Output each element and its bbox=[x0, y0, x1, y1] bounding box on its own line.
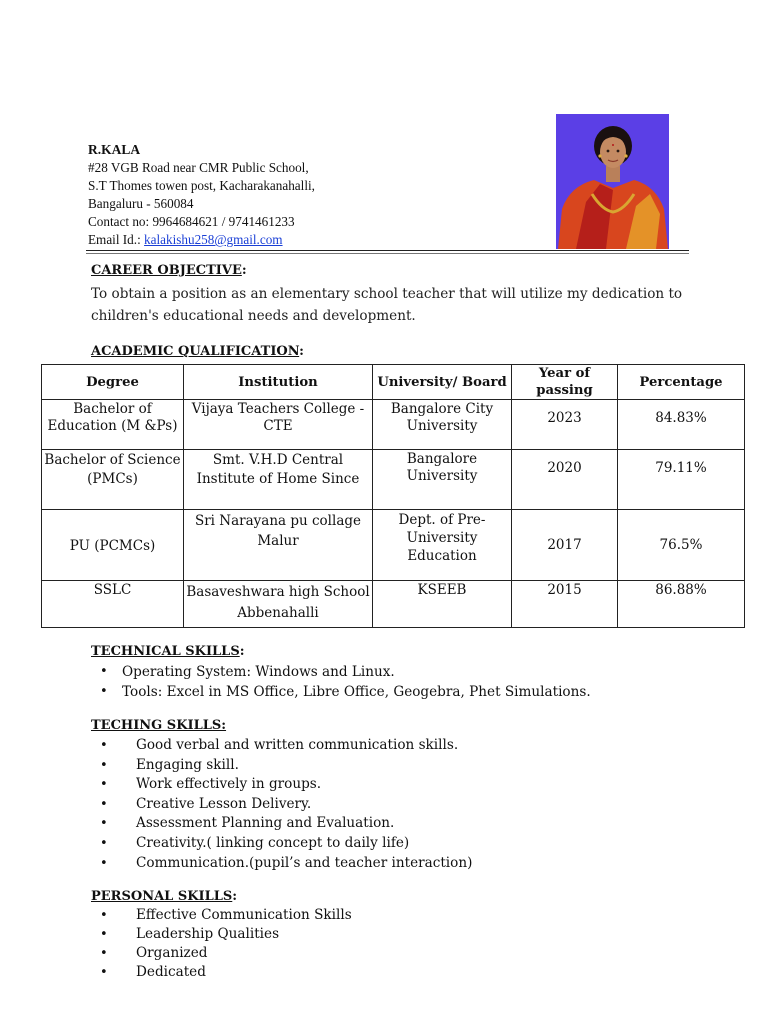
email-label: Email Id.: bbox=[88, 232, 145, 247]
column-header: Year of passing bbox=[512, 365, 618, 400]
header-divider bbox=[86, 250, 689, 251]
institution-cell: Vijaya Teachers College - CTE bbox=[184, 400, 373, 450]
board-cell: KSEEB bbox=[373, 581, 512, 628]
list-item: • Leadership Qualities bbox=[100, 925, 352, 944]
career-objective-text: To obtain a position as an elementary school teacher that will utilize my dedication to children's educational needs and development. bbox=[91, 286, 683, 324]
table-header-row bbox=[42, 365, 745, 400]
address-line: Bangaluru - 560084 bbox=[88, 196, 194, 211]
list-item: • Tools: Excel in MS Office, Libre Office, Geogebra, Phet Simulations. bbox=[100, 682, 591, 702]
percentage-cell: 86.88% bbox=[618, 581, 745, 628]
list-item: • Good verbal and written communication skills. bbox=[100, 736, 472, 756]
portrait-illustration bbox=[556, 114, 669, 249]
column-header: University/ Board bbox=[373, 365, 512, 400]
list-item: • Creative Lesson Delivery. bbox=[100, 795, 472, 815]
institution-cell: Basaveshwara high School Abbenahalli bbox=[184, 581, 373, 628]
table-row bbox=[42, 581, 745, 628]
percentage-cell: 79.11% bbox=[618, 450, 745, 510]
profile-photo bbox=[556, 114, 669, 249]
teaching-skills-list bbox=[100, 736, 472, 873]
address-line: S.T Thomes towen post, Kacharakanahalli, bbox=[88, 178, 315, 193]
email-row bbox=[88, 231, 315, 249]
year-cell: 2015 bbox=[512, 581, 618, 628]
table-row bbox=[42, 510, 745, 581]
academic-heading: ACADEMIC QUALIFICATION: bbox=[91, 344, 304, 359]
board-cell: Bangalore City University bbox=[373, 400, 512, 450]
technical-skills-heading: TECHNICAL SKILLS: bbox=[91, 644, 245, 659]
academic-table bbox=[41, 364, 745, 628]
list-item: • Creativity.( linking concept to daily life) bbox=[100, 834, 472, 854]
year-cell: 2017 bbox=[512, 510, 618, 581]
institution-cell: Smt. V.H.D Central Institute of Home Since bbox=[184, 450, 373, 510]
institution-cell: Sri Narayana pu collage Malur bbox=[184, 510, 373, 581]
year-cell: 2023 bbox=[512, 400, 618, 450]
personal-skills-heading: PERSONAL SKILLS: bbox=[91, 889, 238, 904]
list-item: • Assessment Planning and Evaluation. bbox=[100, 814, 472, 834]
teaching-skills-heading: TECHING SKILLS: bbox=[91, 718, 227, 733]
board-cell: Bangalore University bbox=[373, 450, 512, 510]
list-item: • Effective Communication Skills bbox=[100, 906, 352, 925]
list-item: • Operating System: Windows and Linux. bbox=[100, 662, 591, 682]
table-row bbox=[42, 450, 745, 510]
degree-cell: SSLC bbox=[42, 581, 184, 628]
header-divider-thin bbox=[86, 253, 689, 254]
list-item: • Communication.(pupil’s and teacher interaction) bbox=[100, 854, 472, 874]
career-objective-heading: CAREER OBJECTIVE: bbox=[91, 263, 247, 278]
table-row bbox=[42, 400, 745, 450]
contact-numbers: Contact no: 9964684621 / 9741461233 bbox=[88, 214, 295, 229]
email-link[interactable]: kalakishu258@gmail.com bbox=[144, 232, 283, 247]
technical-skills-list bbox=[100, 662, 591, 702]
degree-cell: Bachelor of Education (M &Ps) bbox=[42, 400, 184, 450]
list-item: • Engaging skill. bbox=[100, 756, 472, 776]
contact-block bbox=[88, 141, 315, 249]
percentage-cell: 76.5% bbox=[618, 510, 745, 581]
board-cell: Dept. of Pre-University Education bbox=[373, 510, 512, 581]
degree-cell: Bachelor of Science (PMCs) bbox=[42, 450, 184, 510]
list-item: • Organized bbox=[100, 944, 352, 963]
column-header: Degree bbox=[42, 365, 184, 400]
column-header: Institution bbox=[184, 365, 373, 400]
percentage-cell: 84.83% bbox=[618, 400, 745, 450]
list-item: • Work effectively in groups. bbox=[100, 775, 472, 795]
personal-skills-list bbox=[100, 906, 352, 982]
year-cell: 2020 bbox=[512, 450, 618, 510]
column-header: Percentage bbox=[618, 365, 745, 400]
list-item: • Dedicated bbox=[100, 963, 352, 982]
degree-cell: PU (PCMCs) bbox=[42, 510, 184, 581]
candidate-name: R.KALA bbox=[88, 142, 141, 157]
address-line: #28 VGB Road near CMR Public School, bbox=[88, 160, 309, 175]
